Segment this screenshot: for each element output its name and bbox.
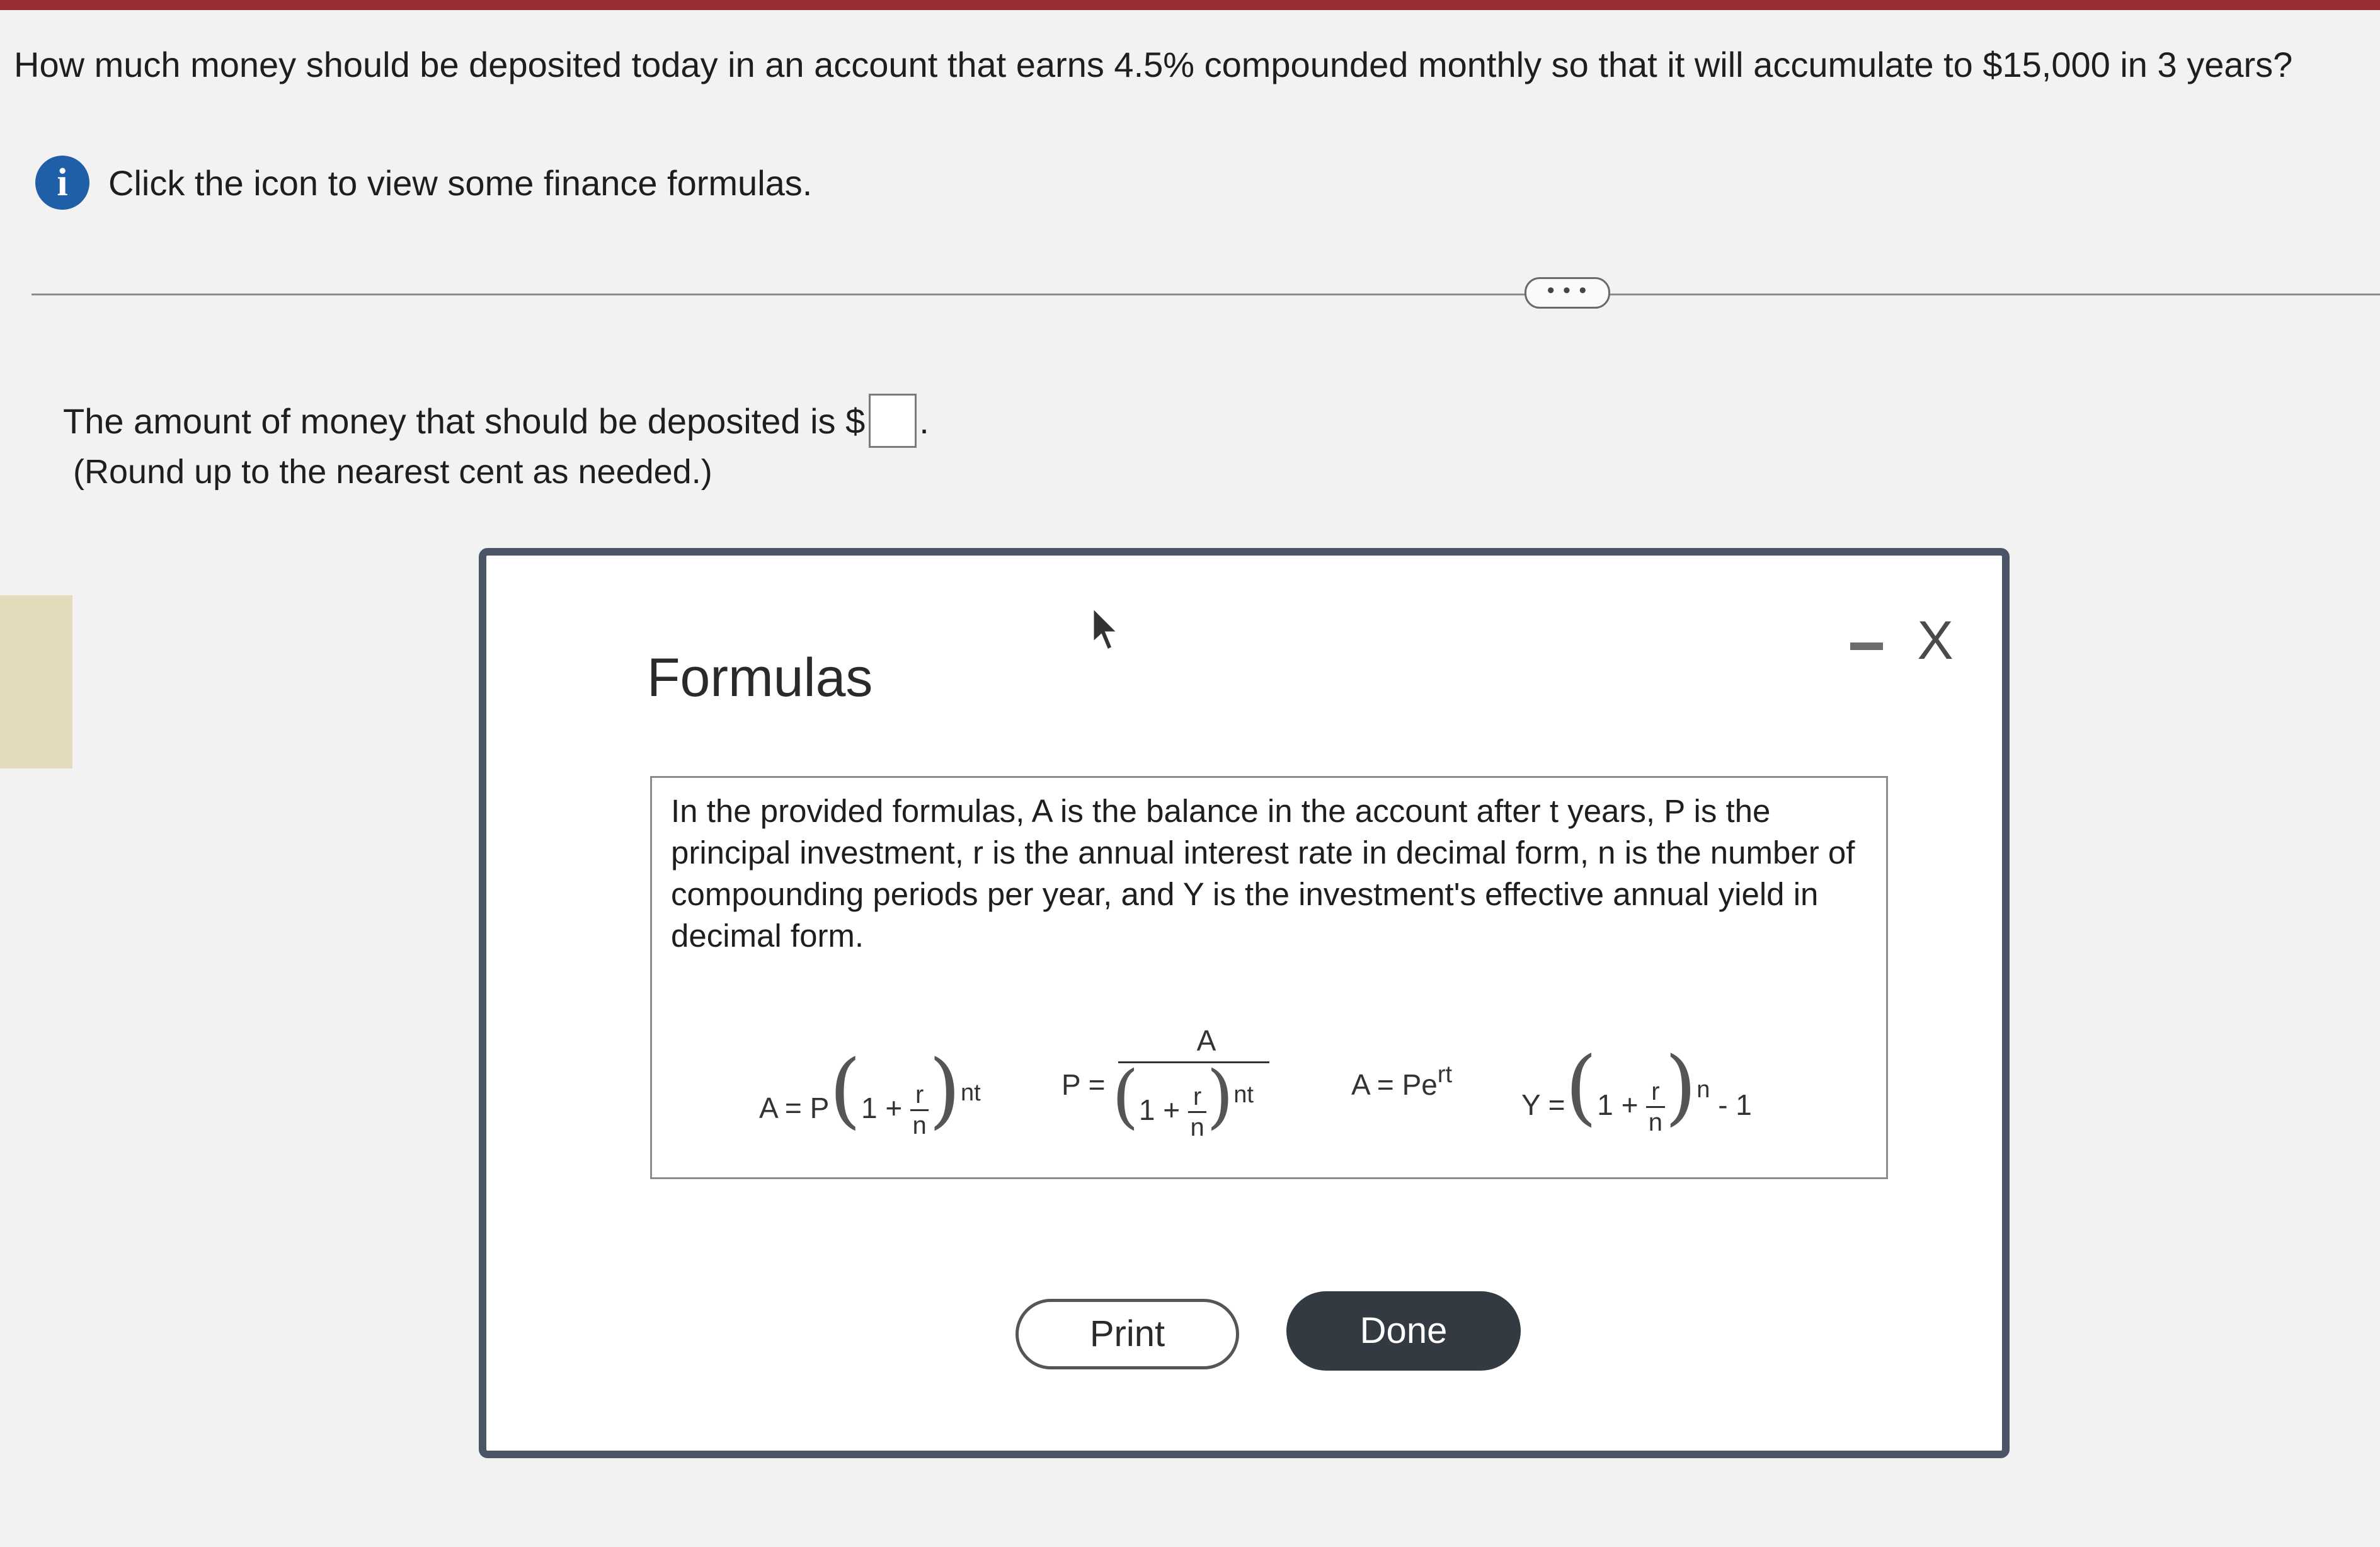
answer-input[interactable] [869, 394, 917, 448]
divider [31, 294, 2380, 295]
print-button[interactable]: Print [1016, 1299, 1239, 1369]
side-panel-tab [0, 595, 72, 768]
info-icon[interactable]: i [35, 156, 89, 210]
answer-suffix: . [919, 401, 929, 441]
rounding-note: (Round up to the nearest cent as needed.) [73, 453, 712, 491]
formula-effective-yield: Y =(1 + $\frac{r}{n}$ )$^n$ - 1 [1521, 1039, 1752, 1137]
formula-compound-balance: A = P(1 + $\frac{r}{n}$ )$^{nt}$ [759, 1042, 981, 1140]
mouse-cursor-icon [1090, 605, 1121, 655]
minimize-icon[interactable] [1850, 625, 1888, 663]
info-text: Click the icon to view some finance formulas. [108, 163, 813, 203]
answer-line [63, 394, 929, 448]
done-button[interactable]: Done [1286, 1291, 1521, 1371]
formulas-dialog [479, 548, 2010, 1458]
formula-continuous: $A = Pe^{rt}$ [1351, 1061, 1453, 1101]
top-header-strip [0, 0, 2380, 10]
dialog-title: Formulas [647, 648, 873, 708]
formula-row [652, 1024, 1890, 1168]
formula-principal: P = A (1 + $\frac{r}{n}$ )$^{nt}$ [1061, 1024, 1288, 1168]
formulas-description: In the provided formulas, A is the balance in the account after t years, P is the principal investment, r is the annual interest rate in decimal form, n is the number of compounding periods per year, and Y is the investment's effective annual yield in decimal form. [671, 793, 1855, 954]
answer-prompt: The amount of money that should be deposited is $ [63, 401, 866, 441]
more-options-button[interactable]: • • • [1525, 277, 1610, 309]
close-icon[interactable]: X [1917, 610, 1954, 671]
formulas-panel [650, 776, 1888, 1179]
info-row[interactable] [35, 151, 812, 214]
question-text: How much money should be deposited today in an account that earns 4.5% compounded monthly so that it will accumulate to $15,000 in 3 years? [14, 45, 2293, 84]
